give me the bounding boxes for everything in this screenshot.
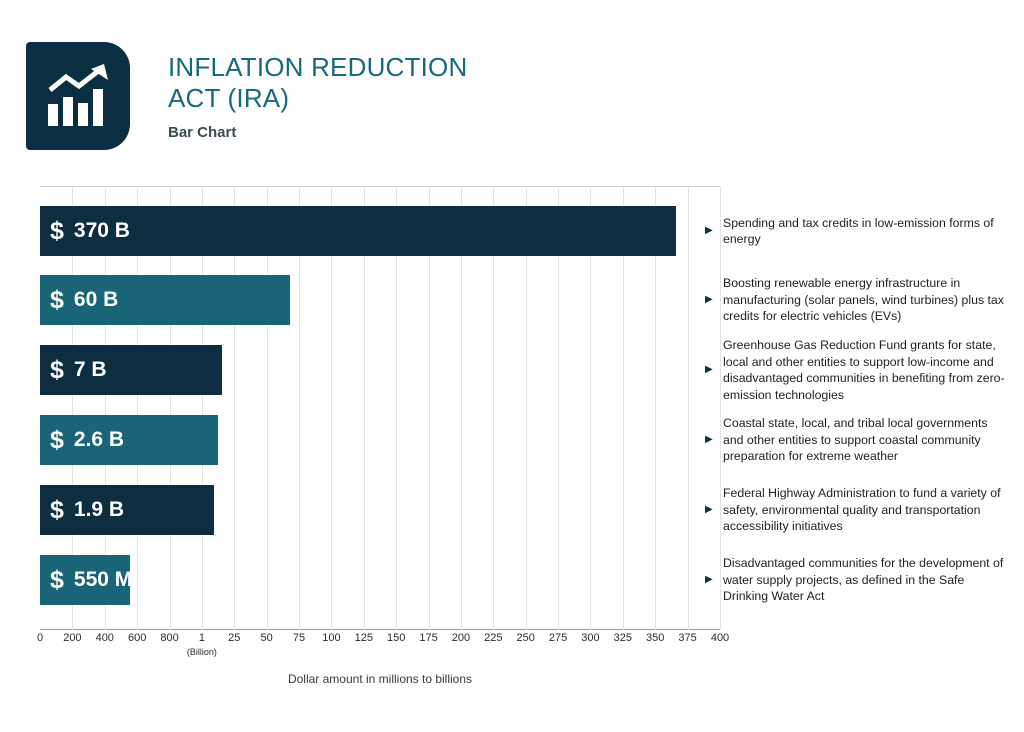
x-tick-label: 325 xyxy=(613,632,633,644)
bar-description-text: Federal Highway Administration to fund a variety of safety, environmental quality and transportation accessibility initiatives xyxy=(723,486,1001,534)
bar-description xyxy=(705,275,1011,325)
bar-description xyxy=(705,338,1011,402)
bar xyxy=(40,415,218,465)
bar xyxy=(40,275,290,325)
title-block xyxy=(168,42,508,141)
x-tick-label: 350 xyxy=(646,632,665,644)
caret-right-icon: ▶ xyxy=(705,225,713,236)
caret-right-icon: ▶ xyxy=(705,574,713,585)
bar-description xyxy=(705,555,1011,605)
bar-description-text: Spending and tax credits in low-emission forms of energy xyxy=(723,215,994,246)
bar-value-label: 550 M xyxy=(73,568,133,591)
bar-value-label: 60 B xyxy=(73,288,119,311)
x-tick-label: 375 xyxy=(678,632,697,644)
bar-value-label: 2.6 B xyxy=(73,428,125,451)
x-tick-label: 600 xyxy=(127,632,147,644)
page-title: INFLATION REDUCTION ACT (IRA) xyxy=(168,52,468,113)
x-tick-label: 225 xyxy=(484,632,503,644)
bar-row xyxy=(40,555,133,605)
billion-note: (Billion) xyxy=(186,647,217,657)
x-tick-label: 125 xyxy=(354,632,373,644)
bar-value-label: 370 B xyxy=(73,219,130,242)
x-tick-label: 175 xyxy=(419,632,438,644)
bar-value-label: 1.9 B xyxy=(73,498,125,521)
bar-description-text: Disadvantaged communities for the development of water supply projects, as defined in the Safe Drinking Water Act xyxy=(723,556,1004,604)
x-tick-label: 25 xyxy=(228,632,241,644)
x-tick-label: 200 xyxy=(63,632,82,644)
bar-description-text: Coastal state, local, and tribal local governments and other entities to support coastal community preparation for extreme weather xyxy=(723,416,988,464)
page-header xyxy=(26,42,508,150)
bar-row xyxy=(40,485,214,535)
bar xyxy=(40,555,133,605)
x-tick-label: 0 xyxy=(36,632,44,644)
bar-description xyxy=(705,206,1011,256)
bar xyxy=(40,206,676,256)
bar-row xyxy=(40,415,218,465)
x-tick-label: 250 xyxy=(516,632,535,644)
bar-currency-symbol: $ xyxy=(50,285,64,314)
x-tick-label: 150 xyxy=(387,632,406,644)
logo-badge xyxy=(26,42,130,150)
page-subtitle: Bar Chart xyxy=(168,124,237,141)
bar-row xyxy=(40,275,290,325)
bar-row xyxy=(40,206,676,256)
caret-right-icon: ▶ xyxy=(705,364,713,375)
x-tick-label: 50 xyxy=(260,632,273,644)
bar-row xyxy=(40,345,222,395)
description-column xyxy=(705,186,1017,630)
x-tick-label: 100 xyxy=(322,632,341,644)
bar-currency-symbol: $ xyxy=(50,495,64,524)
x-axis-caption: Dollar amount in millions to billions xyxy=(287,672,473,686)
x-tick-label: 400 xyxy=(95,632,114,644)
bar xyxy=(40,485,214,535)
caret-right-icon: ▶ xyxy=(705,434,713,445)
bar-currency-symbol: $ xyxy=(50,355,64,384)
bar-value-label: 7 B xyxy=(73,358,107,381)
bar-chart-growth-icon xyxy=(46,64,112,128)
x-tick-label: 300 xyxy=(581,632,600,644)
bar-currency-symbol: $ xyxy=(50,216,64,245)
x-tick-label: 75 xyxy=(292,632,306,644)
caret-right-icon: ▶ xyxy=(705,294,713,305)
x-axis-ticks xyxy=(36,632,730,657)
bar-description-text: Boosting renewable energy infrastructure in manufacturing (solar panels, wind turbines) plus tax credits for electric vehicles (EVs) xyxy=(723,276,1004,324)
bars-container xyxy=(40,186,720,630)
bar-description xyxy=(705,415,1011,465)
bar-description xyxy=(705,485,1011,535)
bar xyxy=(40,345,222,395)
x-tick-label: 400 xyxy=(710,632,730,644)
bar-description-text: Greenhouse Gas Reduction Fund grants for state, local and other entities to support low-income and disadvantaged communities in benefiting from zero-emission technologies xyxy=(723,338,1005,402)
x-tick-label: 200 xyxy=(451,632,471,644)
bar-chart xyxy=(40,186,720,630)
bar-currency-symbol: $ xyxy=(50,425,64,454)
x-tick-label: 1 xyxy=(198,632,205,644)
bar-currency-symbol: $ xyxy=(50,565,64,594)
caret-right-icon: ▶ xyxy=(705,504,713,515)
x-tick-label: 800 xyxy=(160,632,179,644)
x-tick-label: 275 xyxy=(548,632,568,644)
